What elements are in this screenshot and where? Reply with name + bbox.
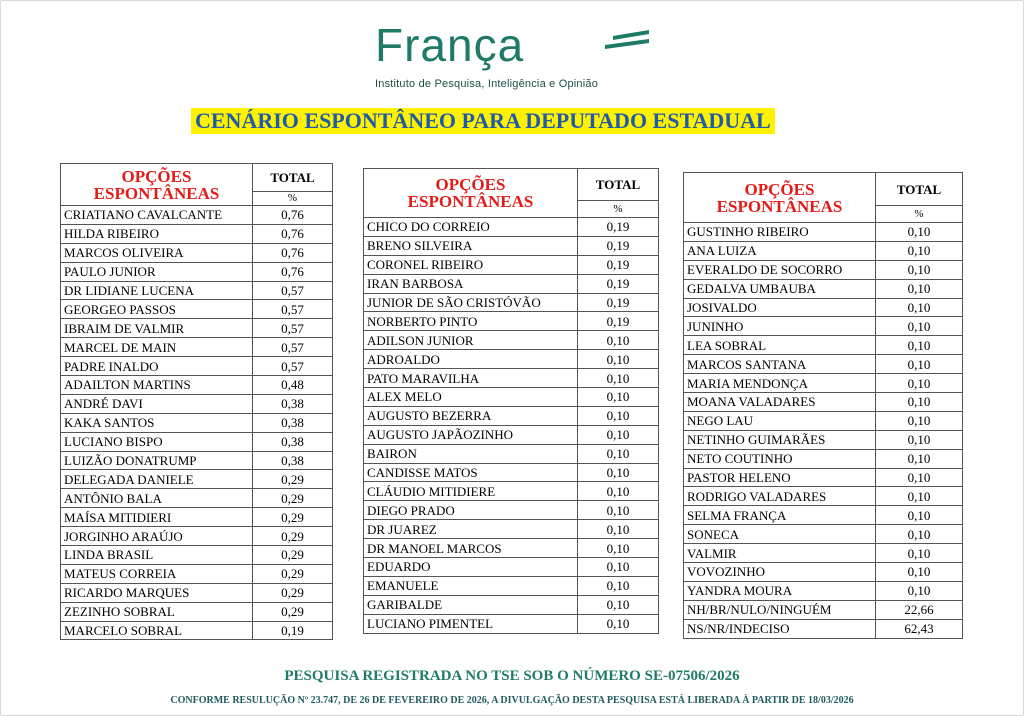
candidate-percent: 0,10 bbox=[876, 374, 963, 393]
brand-subtitle: Instituto de Pesquisa, Inteligência e Opinião bbox=[375, 78, 599, 90]
table-row bbox=[684, 544, 963, 563]
candidate-name: ANA LUIZA bbox=[684, 241, 876, 260]
candidate-percent: 0,38 bbox=[253, 394, 333, 413]
candidate-percent: 0,29 bbox=[253, 564, 333, 583]
candidate-percent: 0,76 bbox=[253, 262, 333, 281]
candidate-percent: 0,29 bbox=[253, 546, 333, 565]
table-row bbox=[684, 468, 963, 487]
candidate-percent: 0,10 bbox=[578, 558, 659, 577]
candidate-percent: 0,10 bbox=[578, 482, 659, 501]
candidate-percent: 0,57 bbox=[253, 281, 333, 300]
candidate-percent: 0,38 bbox=[253, 432, 333, 451]
resolution-note: CONFORME RESULUÇÃO Nº 23.747, DE 26 DE FEVEREIRO DE 2026, A DIVULGAÇÃO DESTA PESQUISA ESTÁ LIBERADA À PARTIR DE 18/03/2026 bbox=[170, 695, 854, 706]
table-row bbox=[684, 223, 963, 242]
header-total: TOTAL bbox=[253, 164, 333, 192]
candidate-name: ALEX MELO bbox=[364, 388, 578, 407]
candidate-percent: 0,10 bbox=[876, 544, 963, 563]
candidate-percent: 0,29 bbox=[253, 508, 333, 527]
header-opcoes: OPÇÕES ESPONTÂNEAS bbox=[61, 164, 253, 206]
table-row bbox=[364, 520, 659, 539]
candidate-percent: 0,10 bbox=[876, 430, 963, 449]
candidate-name: EDUARDO bbox=[364, 558, 578, 577]
candidate-percent: 0,19 bbox=[578, 293, 659, 312]
table-row bbox=[61, 300, 333, 319]
table-row bbox=[684, 317, 963, 336]
candidate-name: MOANA VALADARES bbox=[684, 393, 876, 412]
table-row bbox=[684, 600, 963, 619]
table-row bbox=[684, 241, 963, 260]
candidate-percent: 0,48 bbox=[253, 376, 333, 395]
table-row bbox=[684, 411, 963, 430]
results-table-2 bbox=[363, 168, 659, 634]
table-row bbox=[364, 350, 659, 369]
candidate-name: BRENO SILVEIRA bbox=[364, 236, 578, 255]
candidate-percent: 0,10 bbox=[578, 463, 659, 482]
candidate-name: BAIRON bbox=[364, 444, 578, 463]
table-row bbox=[364, 576, 659, 595]
candidate-name: ADAILTON MARTINS bbox=[61, 376, 253, 395]
table-row bbox=[364, 312, 659, 331]
candidate-name: YANDRA MOURA bbox=[684, 581, 876, 600]
candidate-percent: 0,10 bbox=[578, 406, 659, 425]
candidate-percent: 0,57 bbox=[253, 338, 333, 357]
candidate-percent: 0,10 bbox=[578, 595, 659, 614]
candidate-name: CHICO DO CORREIO bbox=[364, 218, 578, 237]
candidate-percent: 0,10 bbox=[578, 501, 659, 520]
candidate-name: CLÁUDIO MITIDIERE bbox=[364, 482, 578, 501]
candidate-percent: 0,10 bbox=[578, 576, 659, 595]
candidate-name: RODRIGO VALADARES bbox=[684, 487, 876, 506]
candidate-name: MARCEL DE MAIN bbox=[61, 338, 253, 357]
candidate-percent: 0,10 bbox=[876, 336, 963, 355]
table-row bbox=[684, 449, 963, 468]
table-row bbox=[61, 583, 333, 602]
candidate-percent: 0,10 bbox=[578, 350, 659, 369]
candidate-name: PATO MARAVILHA bbox=[364, 369, 578, 388]
candidate-name: LUCIANO BISPO bbox=[61, 432, 253, 451]
candidate-name: JORGINHO ARAÚJO bbox=[61, 527, 253, 546]
candidate-percent: 0,10 bbox=[876, 260, 963, 279]
candidate-name: MARIA MENDONÇA bbox=[684, 374, 876, 393]
candidate-name: AUGUSTO JAPÃOZINHO bbox=[364, 425, 578, 444]
table-row bbox=[684, 355, 963, 374]
candidate-percent: 0,10 bbox=[578, 539, 659, 558]
candidate-percent: 0,10 bbox=[578, 444, 659, 463]
candidate-percent: 0,57 bbox=[253, 319, 333, 338]
candidate-name: NETINHO GUIMARÃES bbox=[684, 430, 876, 449]
candidate-name: CRIATIANO CAVALCANTE bbox=[61, 206, 253, 225]
table-row bbox=[61, 357, 333, 376]
candidate-percent: 0,76 bbox=[253, 243, 333, 262]
candidate-name: MARCOS SANTANA bbox=[684, 355, 876, 374]
candidate-name: MAÍSA MITIDIERI bbox=[61, 508, 253, 527]
candidate-name: GARIBALDE bbox=[364, 595, 578, 614]
table-row bbox=[61, 319, 333, 338]
candidate-name: ZEZINHO SOBRAL bbox=[61, 602, 253, 621]
candidate-percent: 0,10 bbox=[578, 369, 659, 388]
table-row bbox=[364, 482, 659, 501]
candidate-name: DR LIDIANE LUCENA bbox=[61, 281, 253, 300]
candidate-percent: 0,29 bbox=[253, 602, 333, 621]
table-row bbox=[684, 298, 963, 317]
candidate-name: ADILSON JUNIOR bbox=[364, 331, 578, 350]
header-unit: % bbox=[578, 201, 659, 218]
table-row bbox=[364, 444, 659, 463]
candidate-percent: 0,10 bbox=[876, 506, 963, 525]
candidate-name: PASTOR HELENO bbox=[684, 468, 876, 487]
table-row bbox=[364, 388, 659, 407]
registration-note: PESQUISA REGISTRADA NO TSE SOB O NÚMERO SE-07506/2026 bbox=[284, 668, 740, 684]
header-total: TOTAL bbox=[578, 169, 659, 201]
candidate-name: DIEGO PRADO bbox=[364, 501, 578, 520]
candidate-name: LUIZÃO DONATRUMP bbox=[61, 451, 253, 470]
candidate-name: RICARDO MARQUES bbox=[61, 583, 253, 602]
table-row bbox=[364, 539, 659, 558]
candidate-name: IBRAIM DE VALMIR bbox=[61, 319, 253, 338]
table-row bbox=[684, 506, 963, 525]
candidate-name: NEGO LAU bbox=[684, 411, 876, 430]
candidate-percent: 0,10 bbox=[876, 298, 963, 317]
candidate-name: VOVOZINHO bbox=[684, 563, 876, 582]
candidate-name: GEDALVA UMBAUBA bbox=[684, 279, 876, 298]
candidate-name: PAULO JUNIOR bbox=[61, 262, 253, 281]
candidate-name: ADROALDO bbox=[364, 350, 578, 369]
header-total: TOTAL bbox=[876, 173, 963, 206]
candidate-percent: 0,19 bbox=[578, 274, 659, 293]
candidate-percent: 0,57 bbox=[253, 357, 333, 376]
table-row bbox=[61, 394, 333, 413]
candidate-percent: 62,43 bbox=[876, 619, 963, 638]
candidate-name: NH/BR/NULO/NINGUÉM bbox=[684, 600, 876, 619]
table-row bbox=[61, 413, 333, 432]
candidate-name: EVERALDO DE SOCORRO bbox=[684, 260, 876, 279]
candidate-percent: 0,19 bbox=[253, 621, 333, 640]
candidate-name: AUGUSTO BEZERRA bbox=[364, 406, 578, 425]
table-row bbox=[61, 338, 333, 357]
candidate-name: CORONEL RIBEIRO bbox=[364, 255, 578, 274]
table-row bbox=[364, 425, 659, 444]
table-row bbox=[684, 260, 963, 279]
candidate-name: LINDA BRASIL bbox=[61, 546, 253, 565]
candidate-percent: 0,10 bbox=[578, 331, 659, 350]
table-row bbox=[61, 432, 333, 451]
candidate-percent: 0,19 bbox=[578, 255, 659, 274]
table-row bbox=[364, 293, 659, 312]
table-row bbox=[684, 430, 963, 449]
candidate-percent: 0,38 bbox=[253, 413, 333, 432]
header-opcoes: OPÇÕES ESPONTÂNEAS bbox=[364, 169, 578, 218]
table-row bbox=[61, 546, 333, 565]
header-opcoes: OPÇÕES ESPONTÂNEAS bbox=[684, 173, 876, 223]
candidate-name: DR MANOEL MARCOS bbox=[364, 539, 578, 558]
table-row bbox=[364, 614, 659, 633]
candidate-percent: 0,10 bbox=[578, 425, 659, 444]
table-row bbox=[684, 487, 963, 506]
table-row bbox=[684, 393, 963, 412]
logo-mark-icon bbox=[603, 28, 651, 58]
table-row bbox=[61, 508, 333, 527]
candidate-percent: 0,10 bbox=[876, 411, 963, 430]
candidate-name: LEA SOBRAL bbox=[684, 336, 876, 355]
candidate-name: ANTÔNIO BALA bbox=[61, 489, 253, 508]
candidate-name: CANDISSE MATOS bbox=[364, 463, 578, 482]
candidate-percent: 0,10 bbox=[876, 279, 963, 298]
table-row bbox=[61, 621, 333, 640]
candidate-percent: 0,10 bbox=[876, 563, 963, 582]
table-row bbox=[61, 527, 333, 546]
table-row bbox=[684, 374, 963, 393]
candidate-percent: 0,19 bbox=[578, 218, 659, 237]
candidate-percent: 0,10 bbox=[578, 614, 659, 633]
candidate-percent: 0,76 bbox=[253, 224, 333, 243]
table-row bbox=[61, 243, 333, 262]
table-row bbox=[684, 525, 963, 544]
results-table-3 bbox=[683, 172, 963, 639]
candidate-name: IRAN BARBOSA bbox=[364, 274, 578, 293]
table-row bbox=[364, 463, 659, 482]
table-row bbox=[364, 501, 659, 520]
header-unit: % bbox=[253, 192, 333, 206]
candidate-percent: 0,19 bbox=[578, 236, 659, 255]
table-row bbox=[61, 376, 333, 395]
candidate-percent: 0,10 bbox=[876, 581, 963, 600]
candidate-name: EMANUELE bbox=[364, 576, 578, 595]
candidate-name: JUNINHO bbox=[684, 317, 876, 336]
results-table-1 bbox=[60, 163, 333, 640]
candidate-percent: 0,29 bbox=[253, 470, 333, 489]
table-row bbox=[364, 406, 659, 425]
brand-name: França bbox=[375, 19, 525, 71]
table-row bbox=[364, 236, 659, 255]
candidate-name: MARCOS OLIVEIRA bbox=[61, 243, 253, 262]
candidate-name: GEORGEO PASSOS bbox=[61, 300, 253, 319]
table-row bbox=[61, 564, 333, 583]
candidate-percent: 0,10 bbox=[876, 317, 963, 336]
candidate-percent: 0,38 bbox=[253, 451, 333, 470]
candidate-name: LUCIANO PIMENTEL bbox=[364, 614, 578, 633]
table-row bbox=[684, 619, 963, 638]
table-row bbox=[364, 595, 659, 614]
candidate-name: NORBERTO PINTO bbox=[364, 312, 578, 331]
franca-logo bbox=[375, 19, 660, 94]
candidate-percent: 0,10 bbox=[876, 449, 963, 468]
candidate-percent: 0,19 bbox=[578, 312, 659, 331]
table-row bbox=[364, 331, 659, 350]
candidate-percent: 0,10 bbox=[578, 388, 659, 407]
table-row bbox=[684, 581, 963, 600]
candidate-percent: 0,10 bbox=[876, 393, 963, 412]
candidate-name: SELMA FRANÇA bbox=[684, 506, 876, 525]
candidate-name: PADRE INALDO bbox=[61, 357, 253, 376]
candidate-percent: 0,10 bbox=[876, 241, 963, 260]
candidate-percent: 0,29 bbox=[253, 583, 333, 602]
header-unit: % bbox=[876, 206, 963, 223]
table-row bbox=[684, 336, 963, 355]
candidate-name: JOSIVALDO bbox=[684, 298, 876, 317]
candidate-percent: 0,29 bbox=[253, 489, 333, 508]
table-row bbox=[61, 224, 333, 243]
candidate-percent: 0,29 bbox=[253, 527, 333, 546]
candidate-name: SONECA bbox=[684, 525, 876, 544]
candidate-name: GUSTINHO RIBEIRO bbox=[684, 223, 876, 242]
candidate-name: JUNIOR DE SÃO CRISTÓVÃO bbox=[364, 293, 578, 312]
candidate-name: KAKA SANTOS bbox=[61, 413, 253, 432]
table-row bbox=[684, 279, 963, 298]
table-row bbox=[684, 563, 963, 582]
candidate-percent: 0,57 bbox=[253, 300, 333, 319]
candidate-percent: 0,10 bbox=[876, 525, 963, 544]
candidate-percent: 0,10 bbox=[876, 355, 963, 374]
page-title: CENÁRIO ESPONTÂNEO PARA DEPUTADO ESTADUAL bbox=[191, 108, 775, 134]
candidate-name: ANDRÉ DAVI bbox=[61, 394, 253, 413]
table-row bbox=[61, 206, 333, 225]
candidate-name: DR JUAREZ bbox=[364, 520, 578, 539]
candidate-percent: 0,10 bbox=[578, 520, 659, 539]
table-row bbox=[364, 558, 659, 577]
table-row bbox=[364, 255, 659, 274]
candidate-name: MARCELO SOBRAL bbox=[61, 621, 253, 640]
candidate-name: MATEUS CORREIA bbox=[61, 564, 253, 583]
candidate-name: NETO COUTINHO bbox=[684, 449, 876, 468]
table-row bbox=[61, 262, 333, 281]
table-row bbox=[364, 369, 659, 388]
table-row bbox=[364, 274, 659, 293]
candidate-percent: 0,10 bbox=[876, 468, 963, 487]
candidate-percent: 22,66 bbox=[876, 600, 963, 619]
candidate-name: VALMIR bbox=[684, 544, 876, 563]
candidate-name: NS/NR/INDECISO bbox=[684, 619, 876, 638]
table-row bbox=[61, 451, 333, 470]
table-row bbox=[364, 218, 659, 237]
table-row bbox=[61, 602, 333, 621]
candidate-percent: 0,10 bbox=[876, 487, 963, 506]
candidate-name: DELEGADA DANIELE bbox=[61, 470, 253, 489]
candidate-percent: 0,10 bbox=[876, 223, 963, 242]
table-row bbox=[61, 281, 333, 300]
candidate-percent: 0,76 bbox=[253, 206, 333, 225]
candidate-name: HILDA RIBEIRO bbox=[61, 224, 253, 243]
table-row bbox=[61, 489, 333, 508]
table-row bbox=[61, 470, 333, 489]
